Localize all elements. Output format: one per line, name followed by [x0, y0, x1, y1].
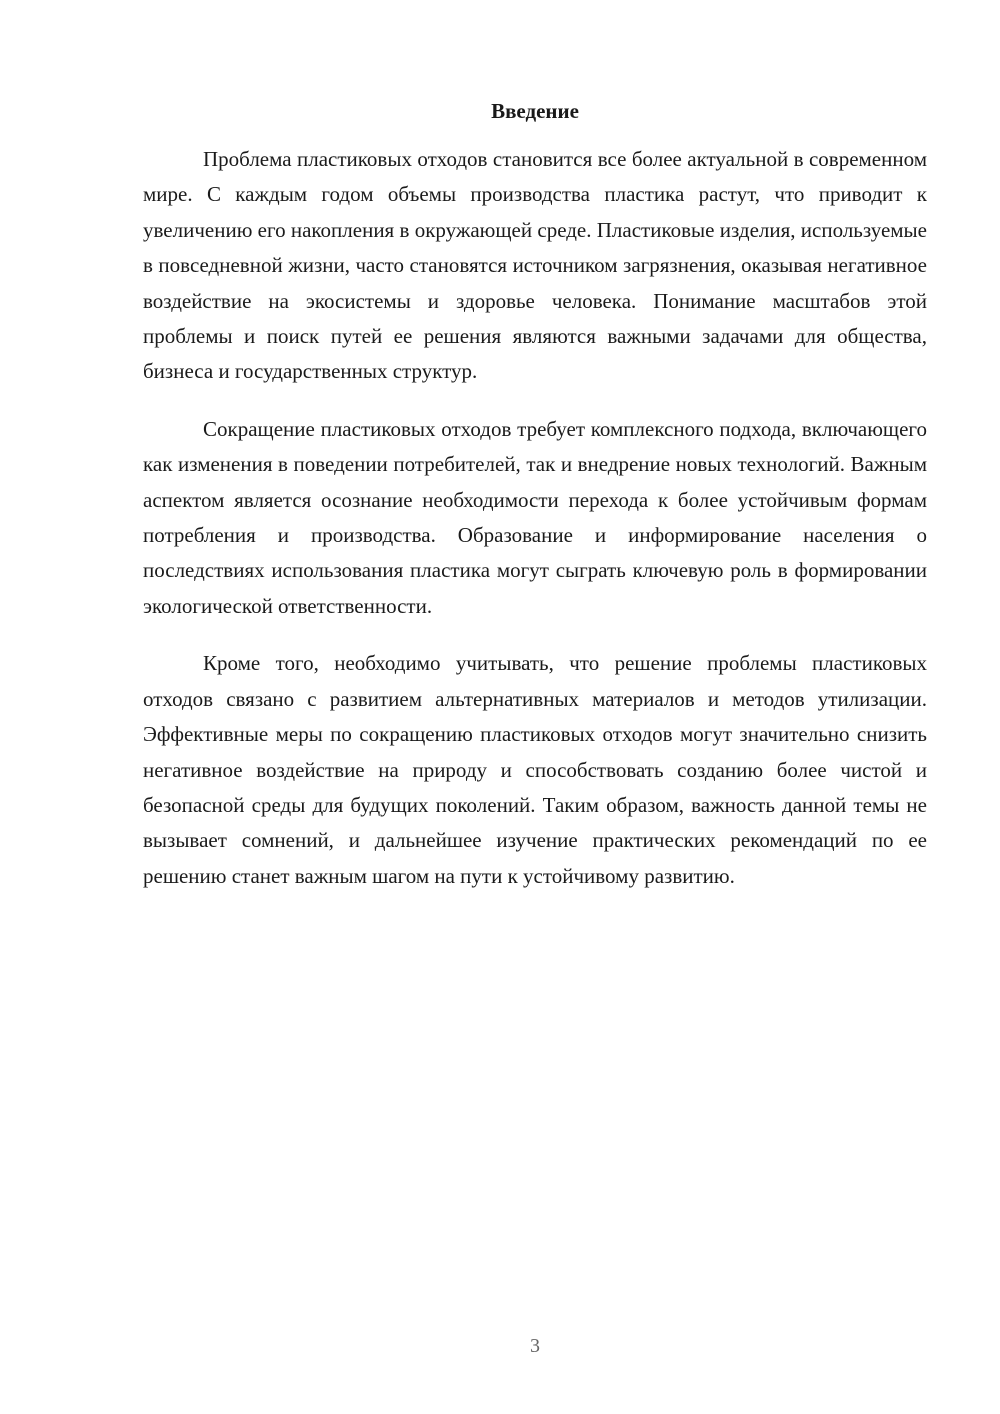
paragraph-1: Проблема пластиковых отходов становится все более актуальной в современном мире. С каждым годом объемы производства пластика растут, что приводит к увеличению его накопления в окружающей среде. Пластиковые изделия, используемые в повседневной жизни, часто становятся источником загрязнения, оказывая негативное воздействие на экосистемы и здоровье человека. Понимание масштабов этой проблемы и поиск путей ее решения являются важными задачами для общества, бизнеса и государственных структур.: [143, 147, 927, 384]
paragraph-2: Сокращение пластиковых отходов требует комплексного подхода, включающего как изменения в поведении потребителей, так и внедрение новых технологий. Важным аспектом является осознание необходимости перехода к более устойчивым формам потребления и производства. Образование и информирование населения о последствиях использования пластика могут сыграть ключевую роль в формировании экологической ответственности.: [143, 416, 927, 618]
page-content: [143, 96, 927, 916]
section-title: Введение: [491, 99, 579, 123]
page-number: 3: [530, 1335, 540, 1357]
paragraph-3: Кроме того, необходимо учитывать, что решение проблемы пластиковых отходов связано с развитием альтернативных материалов и методов утилизации. Эффективные меры по сокращению пластиковых отходов могут значительно снизить негативное воздействие на природу и способствовать созданию более чистой и безопасной среды для будущих поколений. Таким образом, важность данной темы не вызывает сомнений, и дальнейшее изучение практических рекомендаций по ее решению станет важным шагом на пути к устойчивому развитию.: [143, 651, 927, 888]
